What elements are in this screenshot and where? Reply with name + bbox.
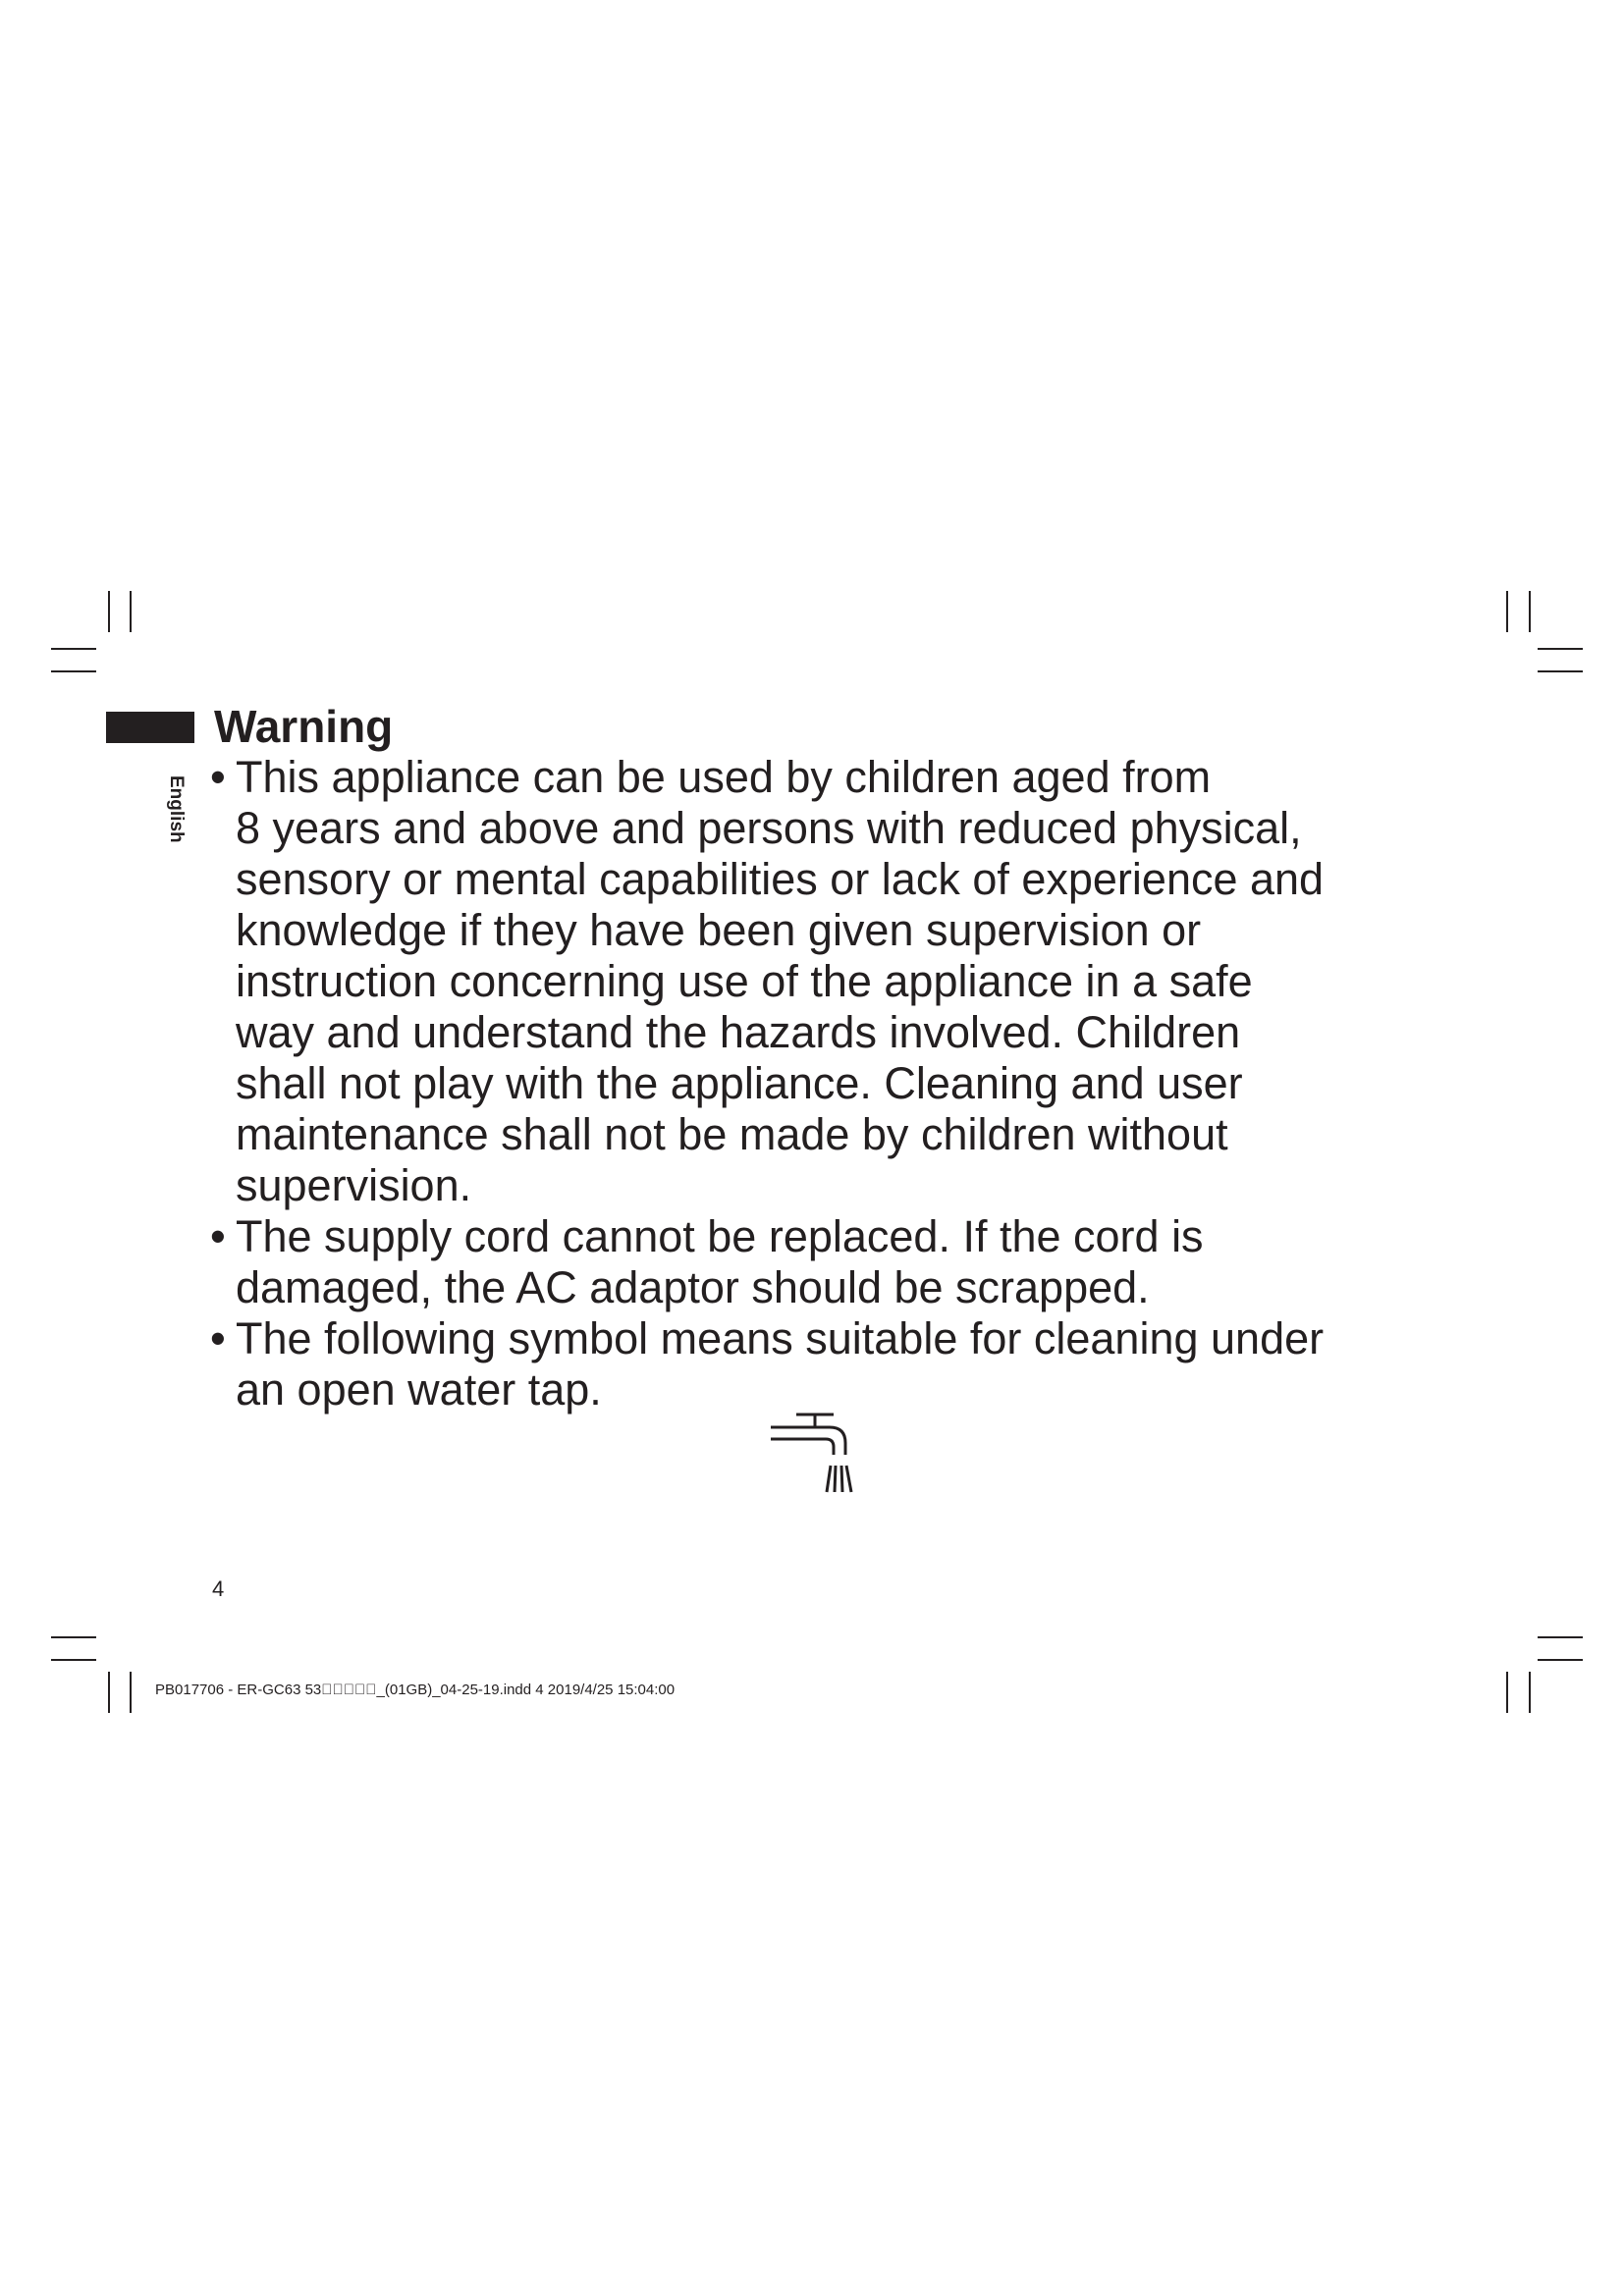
bullet-icon: • bbox=[210, 1211, 226, 1261]
crop-mark bbox=[108, 1672, 110, 1713]
crop-mark bbox=[1506, 1672, 1508, 1713]
bullet-icon: • bbox=[210, 1313, 226, 1363]
page-number: 4 bbox=[212, 1576, 225, 1601]
crop-mark bbox=[130, 591, 132, 632]
crop-mark bbox=[51, 670, 96, 672]
warning-text: This appliance can be used by children aged from 8 years and above and persons with reduced physical, sensory or mental capabilities or lack of experience and knowledge if they have been given supervision or instruction concerning use of the appliance in a safe way and understand the hazards involved. Children shall not play with the appliance. Cleaning and user maintenance shall not be made by children without supervision. bbox=[236, 752, 1325, 1210]
print-footer: PB017706 - ER-GC63 53     _(01GB)_04-25-19.indd 4 2019/4/25 15:04:00 bbox=[155, 1682, 676, 1698]
language-tab-bar bbox=[106, 712, 194, 743]
crop-mark bbox=[51, 648, 96, 650]
crop-mark bbox=[51, 1659, 96, 1661]
crop-mark bbox=[1529, 591, 1531, 632]
crop-mark bbox=[1529, 1672, 1531, 1713]
crop-mark bbox=[108, 591, 110, 632]
crop-mark bbox=[51, 1636, 96, 1638]
crop-mark bbox=[130, 1672, 132, 1713]
warning-list bbox=[210, 752, 1451, 1415]
crop-mark bbox=[1538, 1659, 1583, 1661]
section-heading: Warning bbox=[214, 701, 394, 752]
warning-section bbox=[210, 701, 1451, 1415]
warning-item bbox=[210, 752, 1451, 1211]
crop-mark bbox=[1506, 591, 1508, 632]
language-tab-label: English bbox=[166, 775, 187, 843]
crop-mark bbox=[1538, 1636, 1583, 1638]
warning-item bbox=[210, 1211, 1451, 1313]
crop-mark bbox=[1538, 648, 1583, 650]
warning-text: The supply cord cannot be replaced. If the cord is damaged, the AC adaptor should be scrapped. bbox=[236, 1211, 1204, 1312]
water-tap-icon bbox=[771, 1412, 865, 1496]
warning-text: The following symbol means suitable for cleaning under an open water tap. bbox=[236, 1313, 1325, 1415]
crop-mark bbox=[1538, 670, 1583, 672]
warning-item bbox=[210, 1313, 1451, 1415]
bullet-icon: • bbox=[210, 752, 226, 802]
